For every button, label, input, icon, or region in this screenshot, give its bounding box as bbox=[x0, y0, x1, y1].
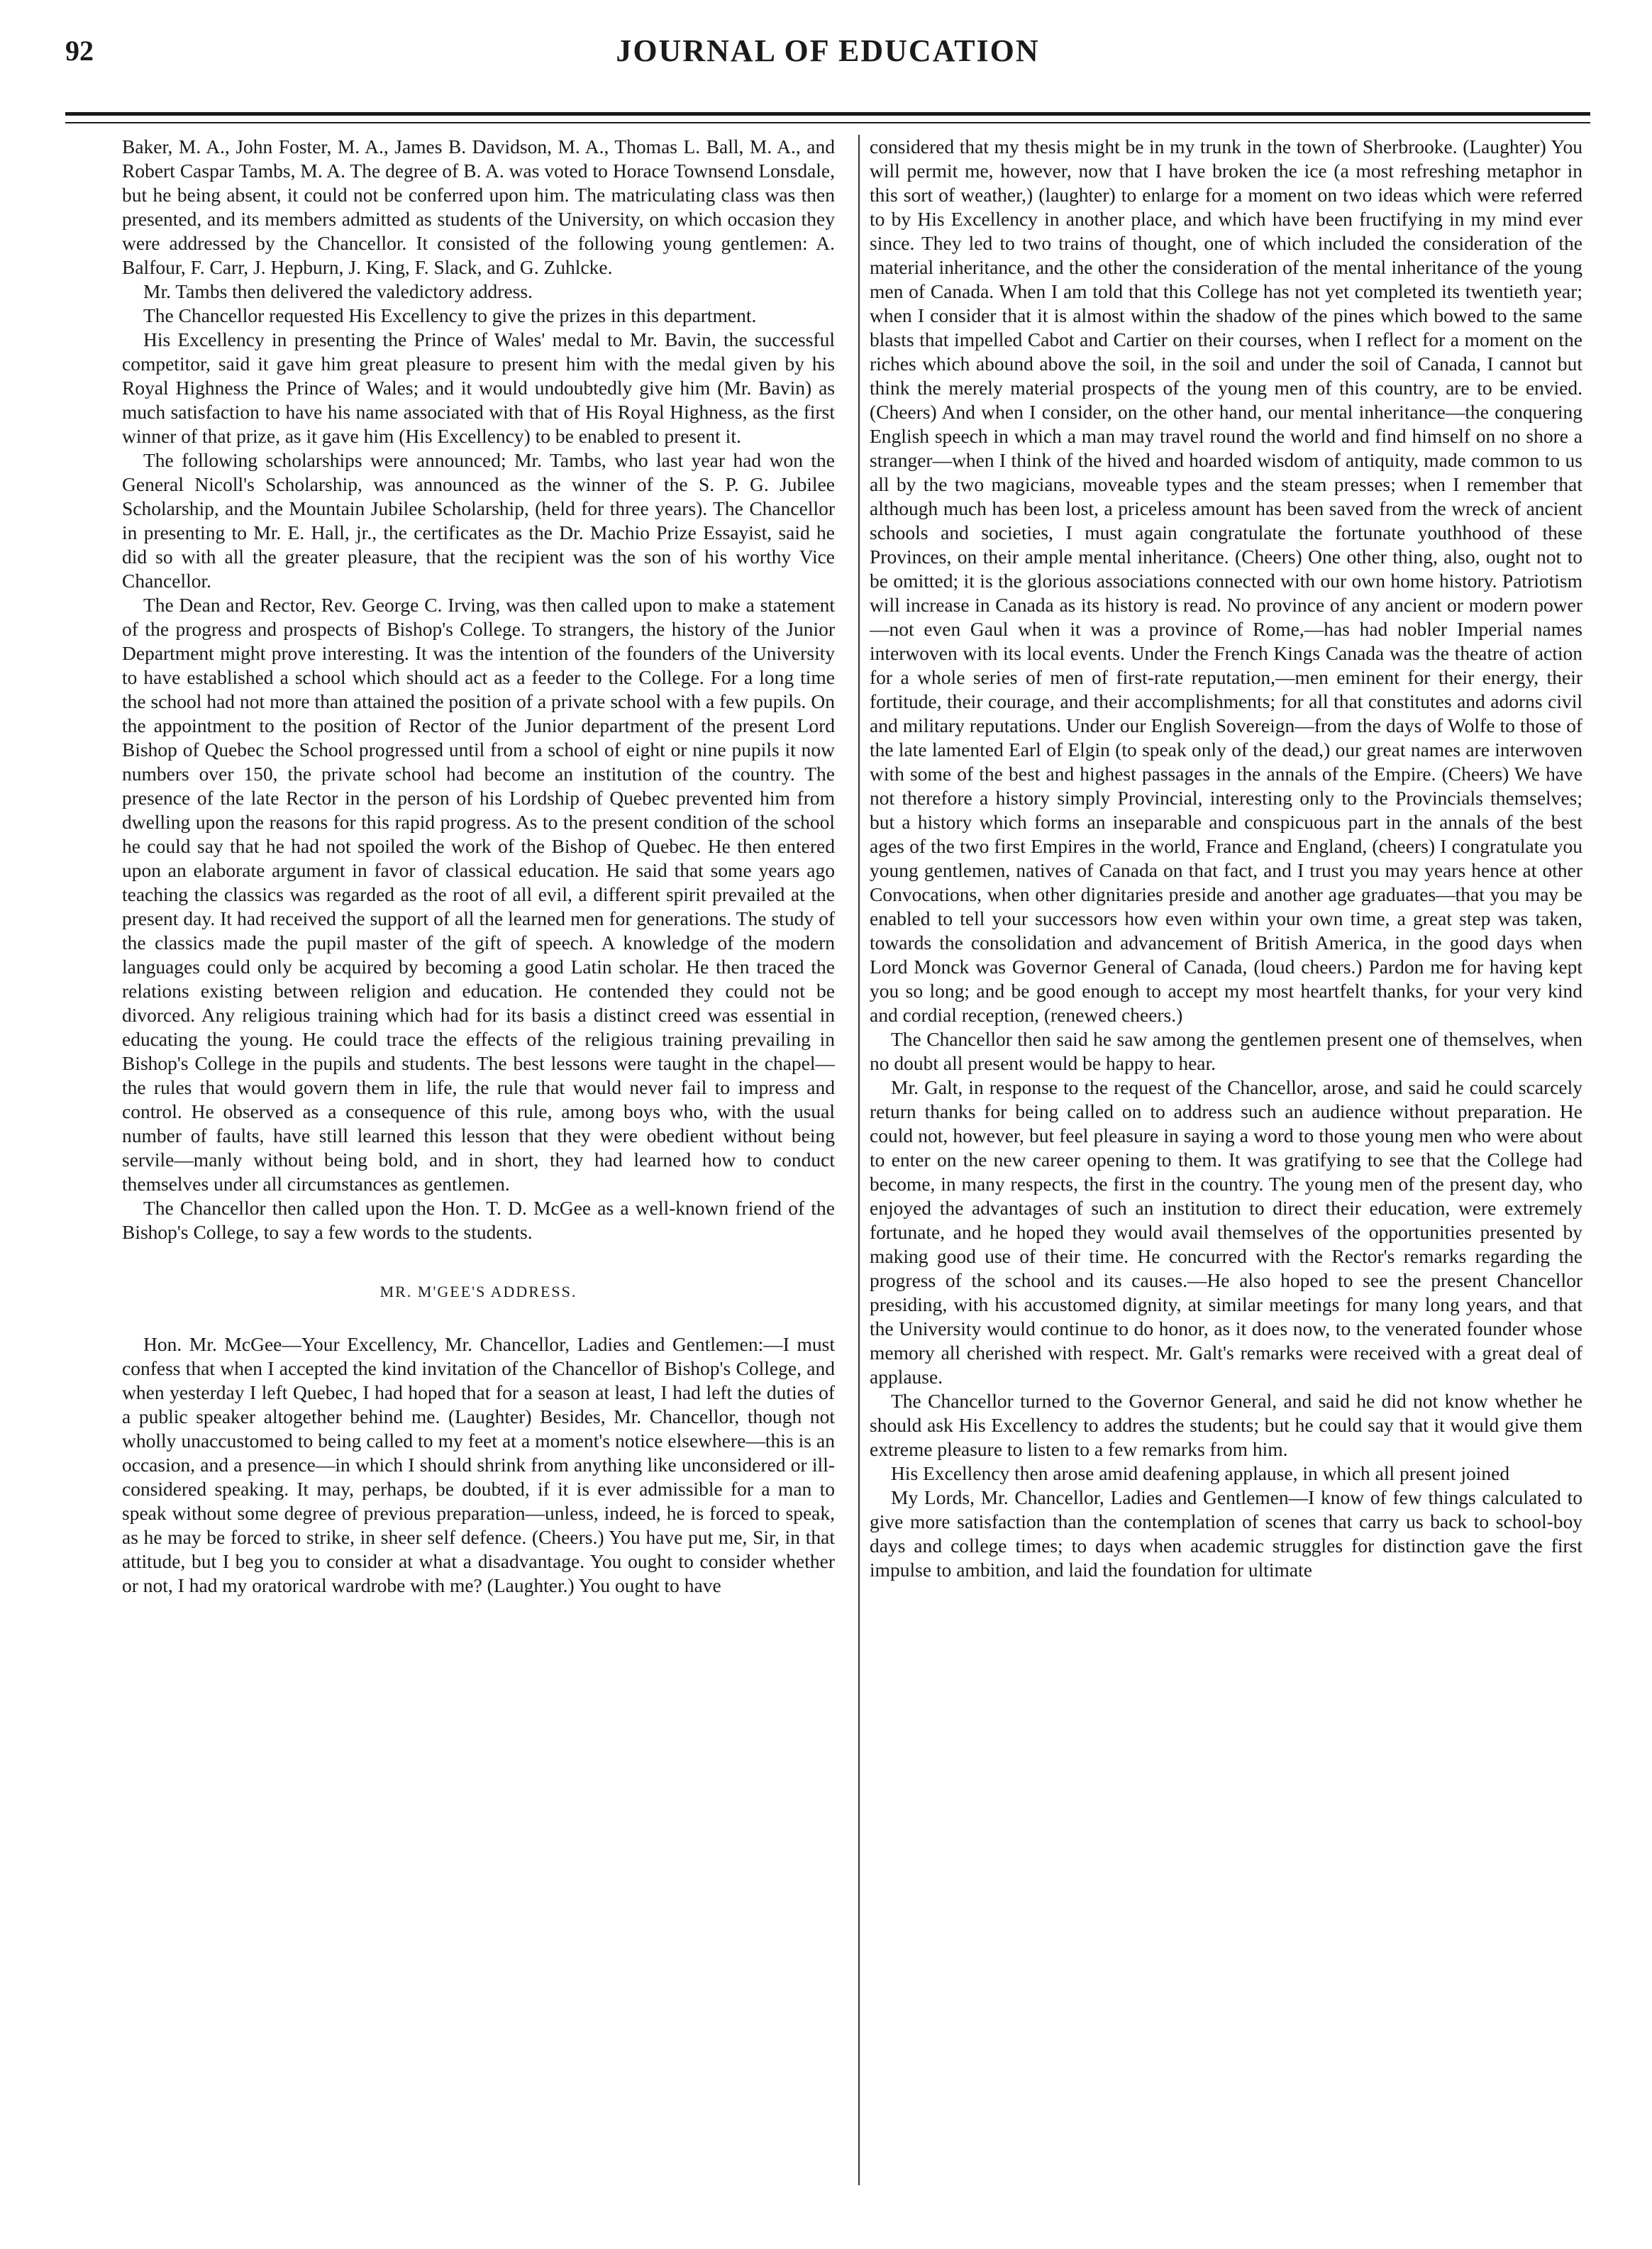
paragraph: Mr. Galt, in response to the request of the Chancellor, arose, and said he could scarcely return thanks for being called on to address such an audience without preparation. He could not, however, but feel pleasure in saying a word to those young men who were about to enter on the new career opening to them. It was gratifying to see that the College had become, in many respects, the first in the country. The young men of the present day, who enjoyed the advantages of such an institution to direct their education, were extremely fortunate, and he hoped they would avail themselves of the opportunities presented by making good use of their time. He concurred with the Rector's remarks regarding the progress of the school and its causes.—He also hoped to see the present Chancellor presiding, with his accustomed dignity, at similar meetings for many long years, and that the University would continue to do honor, as it does now, to the venerated founder whose memory all cherished with respect. Mr. Galt's remarks were received with a great deal of applause. bbox=[870, 1076, 1582, 1388]
paragraph: The Chancellor then called upon the Hon. T. D. McGee as a well-known friend of the Bishop's College, to say a few words to the students. bbox=[122, 1197, 835, 1243]
paragraph: The Dean and Rector, Rev. George C. Irving, was then called upon to make a statement of the progress and prospects of Bishop's College. To strangers, the history of the Junior Department might prove interesting. It was the intention of the founders of the University to have established a school which should act as a feeder to the College. For a long time the school had not more than attained the position of a private school with a few pupils. On the appointment to the position of Rector of the Junior department of the present Lord Bishop of Quebec the School progressed until from a school of eight or nine pupils it now numbers over 150, the private school had become an institution of the country. The presence of the late Rector in the person of his Lordship of Quebec prevented him from dwelling upon the reasons for this rapid progress. As to the present condition of the school he could say that he had not spoiled the work of the Bishop of Quebec. He then entered upon an elaborate argument in favor of classical education. He said that some years ago teaching the classics was regarded as the root of all evil, a different spirit prevailed at the present day. It had received the support of all the learned men for generations. The study of the classics made the pupil master of the gift of speech. A knowledge of the modern languages could only be acquired by becoming a good Latin scholar. He then traced the relations existing between religion and education. He contended they could not be divorced. Any religious training which had for its basis a distinct creed was essential in educating the young. He could trace the effects of the religious training prevailing in Bishop's College in the pupils and students. The best lessons were taught in the chapel—the rules that would govern them in life, the rule that would never fail to impress and control. He observed as a consequence of this rule, among boys who, with the usual number of faults, have still learned this lesson that they were obedient without being servile—manly without being bold, and in short, they had learned how to conduct themselves under all circumstances as gentlemen. bbox=[122, 594, 835, 1195]
header-rule-thick bbox=[65, 112, 1590, 116]
paragraph: The Chancellor then said he saw among the gentlemen present one of themselves, when no doubt all present would be happy to hear. bbox=[870, 1028, 1582, 1074]
paragraph: Mr. Tambs then delivered the valedictory address. bbox=[143, 280, 533, 302]
paragraph: considered that my thesis might be in my trunk in the town of Sherbrooke. (Laughter) You will permit me, however, now that I have broken the ice (a most refreshing metaphor in this sort of weather,) (laughter) to enlarge for a moment on two ideas which were referred to by His Excellency in another place, and which have been fructifying in my mind ever since. They led to two trains of thought, one of which included the consideration of the material inheritance, and the other the consideration of the mental inheritance of the young men of Canada. When I am told that this College has not yet completed its twentieth year; when I consider that it is almost within the shadow of the pines which bowed to the same blasts that impelled Cabot and Cartier on their courses, when I reflect for a moment on the riches which abound above the soil, in the soil and under the soil of Canada, I cannot but think the merely material prospects of the young men of this country, are to be envied. (Cheers) And when I consider, on the other hand, our mental inheritance—the conquering English speech in which a man may travel round the world and find himself on no shore a stranger—when I think of the hived and hoarded wisdom of antiquity, made common to us all by the two magicians, moveable types and the steam presses; when I remember that although much has been lost, a priceless amount has been saved from the wreck of ancient schools and societies, I must again congratulate the fortunate youthhood of these Provinces, on their ample mental inheritance. (Cheers) One other thing, also, ought not to be omitted; it is the glorious associations connected with our own home history. Patriotism will increase in Canada as its history is read. No province of any ancient or modern power—not even Gaul when it was a province of Rome,—has had nobler Imperial names interwoven with its local events. Under the French Kings Canada was the theatre of action for a whole series of men of first-rate reputation,—men eminent for their energy, their fortitude, their courage, and their accomplishments; for all that constitutes and adorns civil and military reputations. Under our English Sovereign—from the days of Wolfe to those of the late lamented Earl of Elgin (to speak only of the dead,) our great names are interwoven with some of the best and highest passages in the annals of the Empire. (Cheers) We have not therefore a history simply Provincial, interesting only to the Provincials themselves; but a history which forms an inseparable and conspicuous part in the annals of the best ages of the two first Empires in the world, France and England, (cheers) I congratulate you young gentlemen, natives of Canada on that fact, and I trust you may years hence at other Convocations, when other dignitaries preside and another age graduates—that you may be enabled to tell your successors how even within your own time, a great step was taken, towards the consolidation and advancement of British America, in the good days when Lord Monck was Governor General of Canada, (loud cheers.) Pardon me for having kept you so long; and be good enough to accept my most heartfelt thanks, for your very kind and cordial reception, (renewed cheers.) bbox=[870, 136, 1582, 1026]
paragraph: His Excellency then arose amid deafening applause, in which all present joined bbox=[891, 1462, 1510, 1484]
page-number: 92 bbox=[65, 35, 94, 67]
header-rule-thin bbox=[65, 122, 1590, 123]
journal-title: JOURNAL OF EDUCATION bbox=[616, 33, 1040, 68]
paragraph: The Chancellor turned to the Governor General, and said he did not know whether he should ask His Excellency to addres the students; but he could say that it would give them extreme pleasure to listen to a few remarks from him. bbox=[870, 1390, 1582, 1460]
section-heading: MR. M'GEE'S ADDRESS. bbox=[379, 1283, 577, 1300]
page-header bbox=[65, 28, 1590, 78]
paragraph: The following scholarships were announced; Mr. Tambs, who last year had won the General Nicoll's Scholarship, was announced as the winner of the S. P. G. Jubilee Scholarship, and the Mountain Jubilee Scholarship, (held for three years). The Chancellor in presenting to Mr. E. Hall, jr., the certificates as the Dr. Machio Prize Essayist, said he did so with all the greater pleasure, that the recipient was the son of his worthy Vice Chancellor. bbox=[122, 449, 835, 592]
column-divider bbox=[858, 135, 860, 2185]
paragraph: My Lords, Mr. Chancellor, Ladies and Gentlemen—I know of few things calculated to give more satisfaction than the contemplation of scenes that carry us back to school-boy days and college times; to days when academic struggles for distinction gave the first impulse to ambition, and laid the foundation for ultimate bbox=[870, 1486, 1582, 1581]
paragraph: The Chancellor requested His Excellency to give the prizes in this department. bbox=[143, 304, 757, 326]
left-column bbox=[122, 135, 835, 2196]
paragraph: Baker, M. A., John Foster, M. A., James B. Davidson, M. A., Thomas L. Ball, M. A., and Robert Caspar Tambs, M. A. The degree of B. A. was voted to Horace Townsend Lonsdale, but he being absent, it could not be conferred upon him. The matriculating class was then presented, and its members admitted as students of the University, on which occasion they were addressed by the Chancellor. It consisted of the following young gentlemen: A. Balfour, F. Carr, J. Hepburn, J. King, F. Slack, and G. Zuhlcke. bbox=[122, 136, 835, 278]
right-column bbox=[870, 135, 1582, 2196]
paragraph: His Excellency in presenting the Prince of Wales' medal to Mr. Bavin, the successful competitor, said it gave him great pleasure to present him with the medal given by his Royal Highness the Prince of Wales; and it would undoubtedly give him (Mr. Bavin) as much satisfaction to have his name associated with that of His Royal Highness, as the first winner of that prize, as it gave him (His Excellency) to be enabled to present it. bbox=[122, 328, 835, 447]
paragraph: Hon. Mr. McGee—Your Excellency, Mr. Chancellor, Ladies and Gentlemen:—I must confess that when I accepted the kind invitation of the Chancellor of Bishop's College, and when yesterday I left Quebec, I had hoped that for a season at least, I had left the duties of a public speaker altogether behind me. (Laughter) Besides, Mr. Chancellor, though not wholly unaccustomed to being called to my feet at a moment's notice elsewhere—this is an occasion, and a presence—in which I should shrink from anything like unconsidered or ill-considered speaking. It may, perhaps, be doubted, if it is ever admissible for a man to speak without some degree of previous preparation—unless, indeed, he is forced to speak, as he may be forced to strike, in sheer self defence. (Cheers.) You have put me, Sir, in that attitude, but I beg you to consider at what a disadvantage. You ought to consider whether or not, I had my oratorical wardrobe with me? (Laughter.) You ought to have bbox=[122, 1333, 835, 1596]
